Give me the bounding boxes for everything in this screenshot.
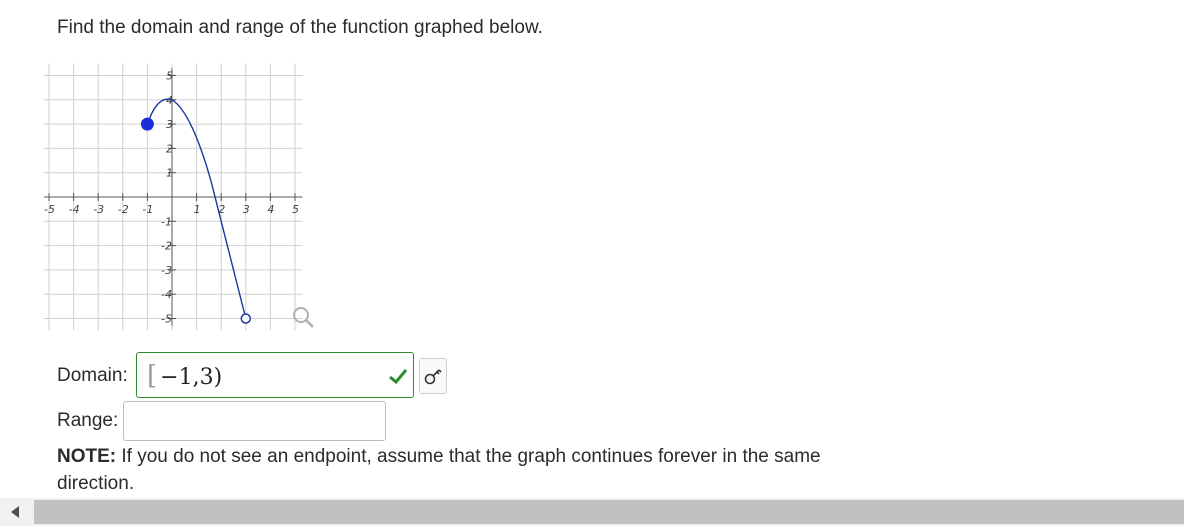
x-tick-label: -3 (93, 203, 105, 216)
domain-interval-text: −1,3) (160, 365, 223, 390)
y-tick-label: -3 (161, 263, 172, 277)
closed-endpoint (141, 118, 154, 131)
x-tick-label: 3 (242, 203, 250, 216)
key-icon (420, 359, 446, 393)
domain-open-bracket: [ (147, 361, 158, 391)
y-tick-label: -2 (161, 239, 172, 253)
key-icon-button[interactable] (419, 358, 447, 394)
graph-canvas (44, 66, 312, 328)
y-tick-label: 5 (166, 69, 173, 83)
x-tick-label: 4 (267, 203, 275, 216)
note-body: If you do not see an endpoint, assume that the graph continues forever in the same direction. (57, 446, 821, 494)
scroll-left-arrow-icon[interactable] (0, 498, 34, 526)
open-endpoint (241, 314, 250, 323)
function-graph (44, 66, 312, 328)
y-tick-label: 4 (166, 93, 173, 107)
note-text (57, 443, 887, 497)
x-tick-label: 5 (292, 203, 299, 216)
note-bold: NOTE: (57, 446, 117, 467)
y-tick-label: -5 (161, 312, 172, 326)
x-tick-label: -2 (117, 203, 129, 216)
y-tick-label: 3 (166, 118, 173, 132)
magnifier-icon[interactable] (290, 304, 316, 330)
x-tick-label: 2 (218, 203, 226, 216)
range-label: Range: (57, 410, 119, 431)
domain-answer-field[interactable] (136, 352, 414, 398)
x-tick-label: -5 (44, 203, 55, 216)
domain-label: Domain: (57, 365, 128, 386)
x-tick-label: -1 (142, 203, 154, 216)
x-tick-label: 1 (193, 203, 201, 216)
check-icon (388, 366, 408, 386)
horizontal-scrollbar[interactable] (0, 498, 1184, 526)
y-tick-label: -4 (161, 288, 172, 302)
y-tick-label: 2 (166, 142, 173, 156)
question-text: Find the domain and range of the function graphed below. (57, 17, 543, 38)
y-tick-label: 1 (166, 166, 173, 180)
y-tick-label: -1 (161, 215, 172, 229)
domain-value (147, 361, 222, 391)
range-answer-field[interactable] (123, 401, 386, 441)
x-tick-label: -4 (68, 203, 80, 216)
scrollbar-thumb[interactable] (34, 500, 1184, 524)
